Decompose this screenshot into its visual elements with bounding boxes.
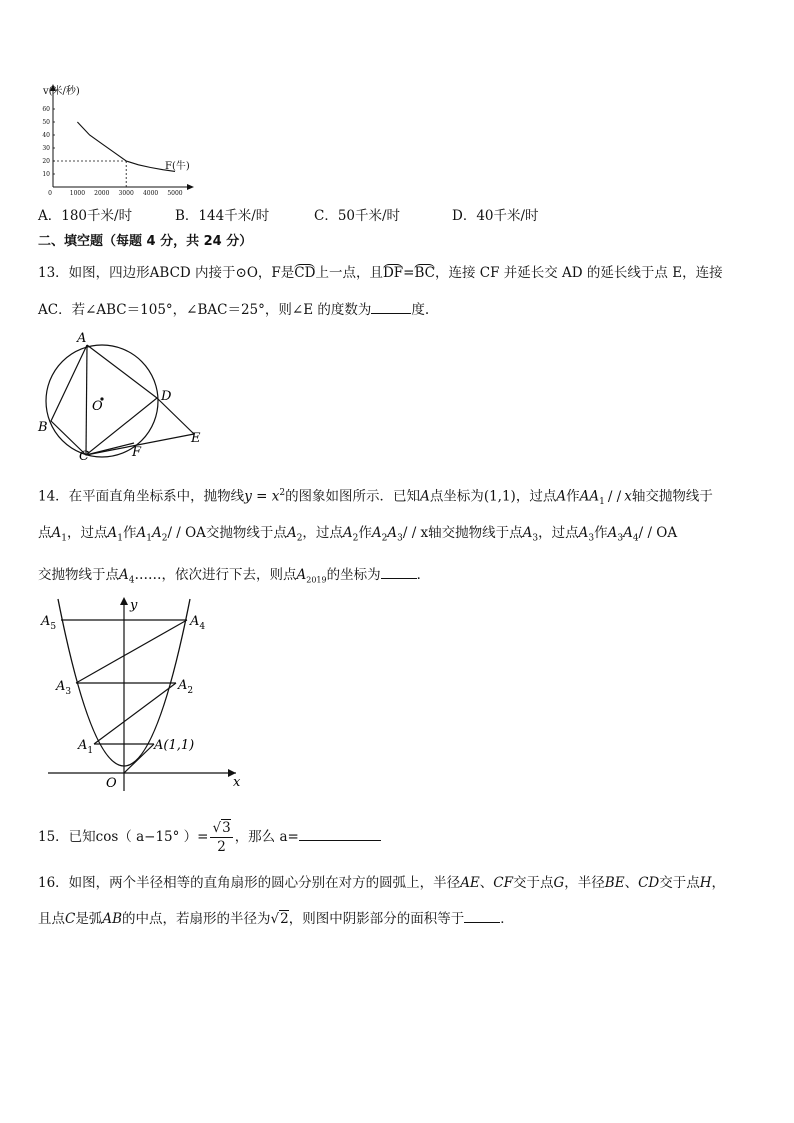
- label-f: F: [132, 445, 142, 460]
- label-b: B: [38, 420, 48, 435]
- option-b: B．144千米/时: [175, 208, 270, 224]
- svg-text:A(1,1): A(1,1): [154, 738, 195, 753]
- q14-parabola-figure: [36, 593, 246, 793]
- fraction: $\frac{√3}{2}$: [212, 820, 231, 855]
- sqrt-2: √2: [270, 911, 289, 927]
- q13-circle-figure: [30, 326, 210, 462]
- q12-options: [38, 206, 758, 226]
- label-o: O: [92, 399, 103, 414]
- option-d: D．40千米/时: [452, 208, 539, 224]
- section-heading: 二、填空题（每题 4 分，共 24 分）: [38, 234, 253, 249]
- y-tick-label: 20: [42, 158, 50, 165]
- y-tick-label: 30: [42, 145, 50, 152]
- x-tick-label: 5000: [167, 190, 183, 195]
- segment-ac: [86, 345, 87, 455]
- answer-blank[interactable]: [381, 566, 417, 579]
- y-tick-label: 50: [42, 119, 50, 126]
- svg-text:A2: $A_2$: [178, 678, 194, 696]
- series-line: [77, 122, 175, 171]
- option-a: A．180千米/时: [38, 208, 133, 224]
- chord-a3-a4: [76, 620, 187, 683]
- option-c: C．50千米/时: [314, 208, 401, 224]
- y-tick-label: 40: [42, 132, 50, 139]
- label-c: C: [79, 449, 89, 462]
- arc-cd: CD: [294, 265, 316, 281]
- svg-text:x: x: [233, 775, 241, 790]
- svg-text:A5: $A_5$: [41, 614, 57, 632]
- q15-line: 15．已知cos（ a−15° ）= $\frac{√3}{2}$ ，那么 a=: [38, 818, 381, 858]
- arc-df: DF: [382, 265, 404, 281]
- x-axis-arrow: [187, 184, 194, 190]
- y-axis-label: v(米/秒): [43, 86, 80, 97]
- q14-line-2: 点$A_1$，过点$A_1$作$A_1A_2/$ / OA交抛物线于点$A_2$，过点$A_2$作$A_2A_3/$ / x轴交抛物线于点$A_3$，过点$A_3$作$A_3A_4/$ / OA: [38, 525, 678, 544]
- answer-blank[interactable]: [299, 828, 381, 841]
- chord-a1-a2: [94, 683, 176, 744]
- svg-text:A1: $A_1$: [78, 738, 94, 756]
- x-tick-label: 3000: [118, 190, 134, 195]
- label-e: E: [191, 431, 201, 446]
- q16-line-2: 且点C是弧AB的中点，若扇形的半径为√2，则图中阴影部分的面积等于 ．: [38, 911, 514, 927]
- svg-text:A4: $A_4$: [190, 614, 206, 632]
- label-a: A: [77, 331, 87, 346]
- velocity-force-chart: [38, 80, 198, 195]
- q13-line-2: AC．若∠ABC＝105°，∠BAC＝25°，则∠E 的度数为 度.: [38, 302, 430, 318]
- label-d: D: [161, 389, 172, 404]
- svg-text:A3: $A_3$: [56, 679, 72, 697]
- y-tick-label: 60: [42, 106, 50, 113]
- x-tick-label: 1000: [69, 190, 86, 195]
- q14-line-1: 14．在平面直角坐标系中，抛物线$y = x^2$的图象如图所示．已知A点坐标为(1,1)，过点A作$AA_1$ / / x轴交抛物线于: [38, 488, 713, 508]
- y-arrow: [120, 597, 128, 605]
- y-tick-label: 10: [42, 171, 50, 178]
- q13-line-1: 13．如图，四边形ABCD 内接于⊙O，F是CD上一点，且DF=BC，连接 CF 并延长交 AD 的延长线于点 E，连接: [38, 265, 723, 281]
- svg-text:O: O: [106, 776, 117, 791]
- q14-line-3: 交抛物线于点$A_4\dots\dots$，依次进行下去，则点$A_{2019}$的坐标为 ．: [38, 567, 431, 586]
- arc-bc: BC: [414, 265, 435, 281]
- svg-text:y: y: [130, 598, 138, 613]
- q16-line-1: 16．如图，两个半径相等的直角扇形的圆心分别在对方的圆弧上，半径AE、CF交于点G，半径BE、CD交于点H，: [38, 875, 726, 891]
- answer-blank[interactable]: [371, 301, 411, 314]
- x-tick-label: 2000: [94, 190, 110, 195]
- chord-o-a: [124, 744, 154, 773]
- answer-blank[interactable]: [464, 910, 500, 923]
- x-axis-label: F(牛): [165, 161, 190, 172]
- x-tick-label: 4000: [142, 190, 159, 195]
- x-tick-label: 0: [48, 190, 52, 195]
